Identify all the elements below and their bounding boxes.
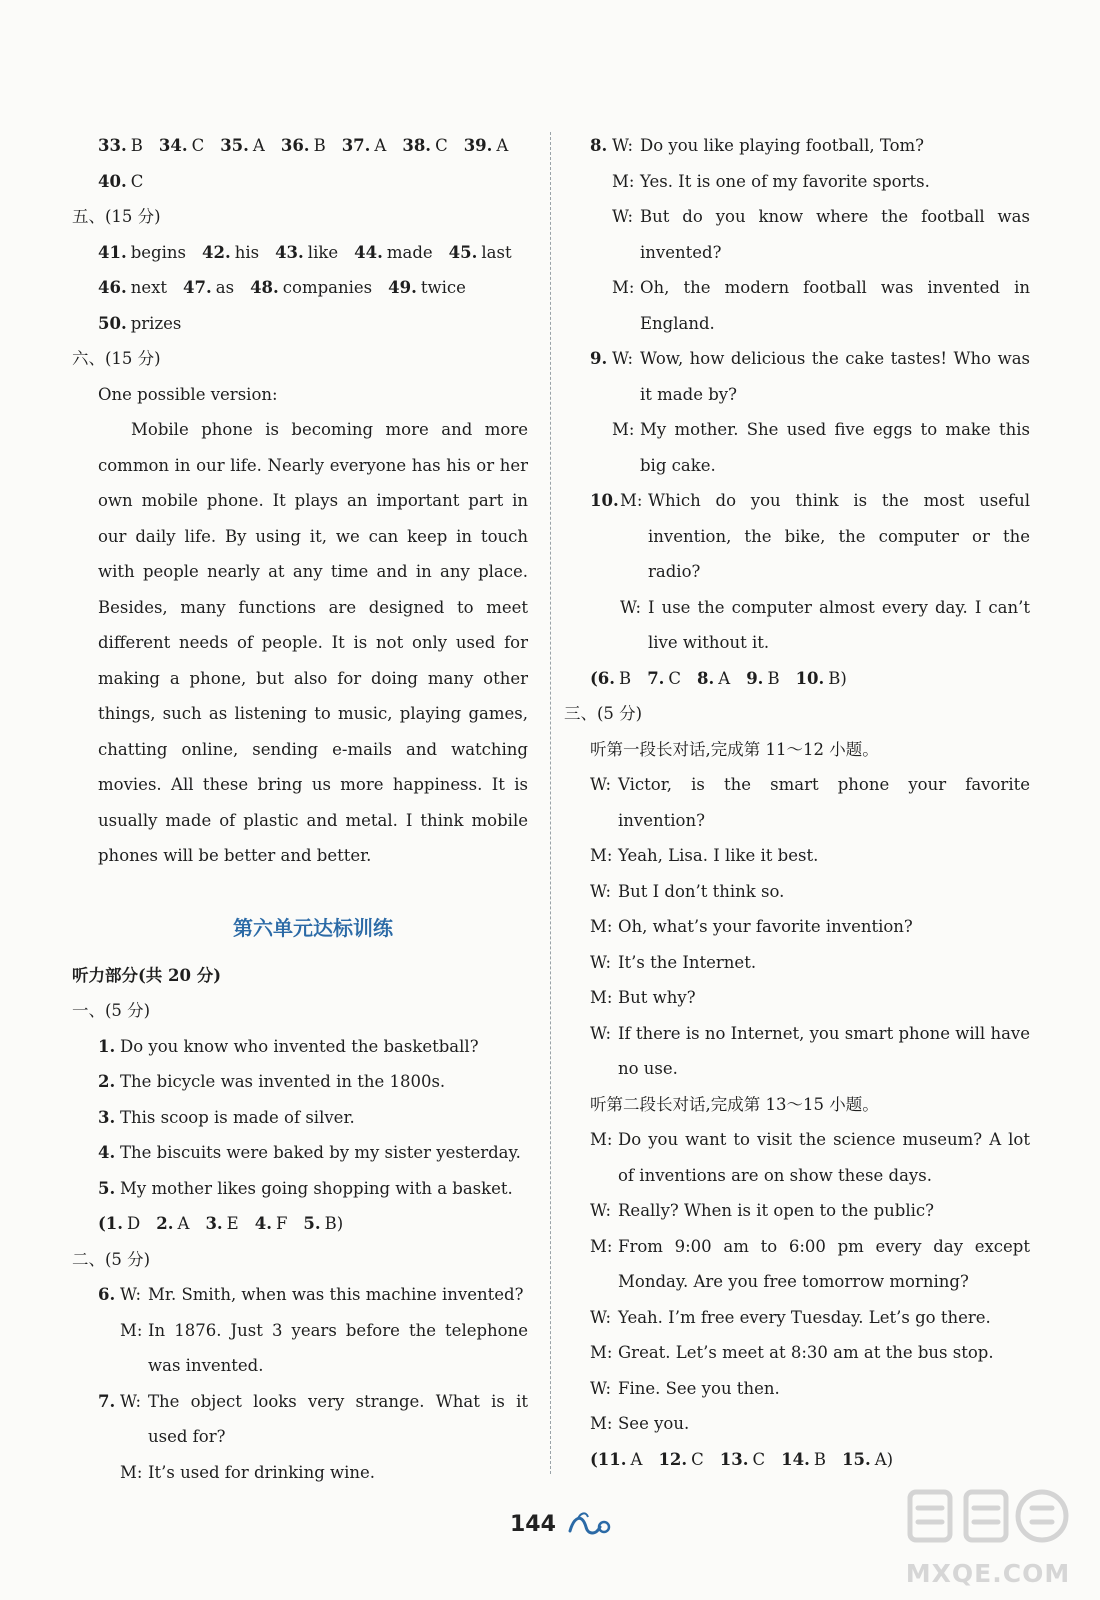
answer-item: [98, 278, 167, 297]
dialogue-text: If there is no Internet, you smart phone will have no use.: [618, 1023, 1030, 1078]
answer-number: 14.: [781, 1449, 810, 1469]
answer-number: 12.: [658, 1449, 688, 1469]
question-number: 6.: [98, 1285, 116, 1304]
dialogue-line: [98, 1277, 528, 1313]
dialogue-line: [590, 483, 1030, 590]
answer-number: 2.: [156, 1214, 174, 1233]
dialogue-text: Do you like playing football, Tom?: [640, 136, 925, 155]
column-divider: [550, 132, 551, 1474]
answer-value: A: [177, 1214, 190, 1233]
dialogue-text: It’s used for drinking wine.: [148, 1462, 376, 1482]
answer-item: [449, 243, 512, 262]
answer-item: [98, 314, 181, 333]
answer-row: [98, 306, 528, 342]
watermark-logo: [900, 1478, 1076, 1588]
dialogue-line: [98, 1313, 528, 1384]
answer-item: [464, 136, 509, 155]
listening-sentence: [98, 1171, 528, 1207]
answer-item: [156, 1214, 189, 1233]
answer-item: [647, 669, 681, 688]
dialogue-text: But why?: [618, 988, 696, 1007]
sentence-number: 5.: [98, 1178, 116, 1198]
speaker-label: M:: [590, 1130, 613, 1149]
answer-item: [98, 136, 143, 155]
answer-number: 40.: [98, 171, 127, 191]
answer-value: A: [718, 668, 731, 688]
dialogue-text: The object looks very strange. What is it used for?: [148, 1391, 528, 1446]
dialogue-line: [590, 1406, 1030, 1442]
answer-value: begins: [130, 242, 186, 262]
listening-part-heading: 听力部分(共 20 分): [72, 965, 222, 985]
answer-value: C: [691, 1449, 704, 1469]
answer-item: [658, 1450, 703, 1469]
answer-value: as: [215, 278, 235, 297]
speaker-label: W:: [590, 1307, 612, 1327]
speaker-label: M:: [590, 1414, 613, 1433]
answer-item: [183, 278, 234, 297]
answer-item: [220, 136, 265, 155]
dialogue-text: Yeah, Lisa. I like it best.: [618, 846, 819, 865]
answer-item: [842, 1450, 893, 1469]
conversation-2-intro: 听第二段长对话,完成第 13～15 小题。: [590, 1094, 879, 1114]
dialogue-line: [98, 1384, 528, 1455]
answer-number: 10.: [795, 668, 825, 688]
dialogue-line: [590, 341, 1030, 412]
question-10: [590, 483, 1030, 661]
answer-item: [720, 1450, 765, 1469]
answer-row: [98, 1206, 528, 1242]
answer-number: 49.: [388, 278, 417, 297]
answer-number: 5.: [303, 1214, 321, 1233]
speaker-label: M:: [590, 846, 613, 865]
answer-row: [590, 661, 1030, 697]
answer-number: 44.: [354, 242, 383, 262]
answer-value: C: [668, 668, 682, 688]
answer-value: F: [275, 1214, 288, 1233]
answer-item: [354, 243, 433, 262]
answer-item: [281, 136, 326, 155]
dialogue-line: [590, 1371, 1030, 1407]
answer-value: B: [619, 668, 632, 688]
answer-value: A): [874, 1449, 894, 1469]
answer-item: [342, 136, 387, 155]
speaker-label: W:: [612, 349, 634, 368]
speaker-label: W:: [590, 881, 612, 901]
answer-value: A: [374, 136, 387, 155]
answer-number: (1.: [98, 1214, 124, 1233]
conversation-2: [590, 1122, 1030, 1442]
answer-value: companies: [282, 278, 373, 297]
dialogue-text: Yeah. I’m free every Tuesday. Let’s go there.: [618, 1307, 991, 1327]
answer-number: (6.: [590, 668, 616, 688]
answer-item: [590, 1450, 642, 1469]
speaker-label: W:: [612, 136, 634, 155]
dialogue-text: Mr. Smith, when was this machine invented?: [148, 1285, 524, 1304]
answer-number: (11.: [590, 1449, 627, 1469]
sentence-number: 1.: [98, 1036, 116, 1056]
section-heading-3: 三、(5 分): [564, 704, 643, 723]
sample-essay: Mobile phone is becoming more and more common in our life. Nearly everyone has his or her own mobile phone. It plays an important part in our daily life. By using it, we can keep in touch with people nearly at any time and in any place. Besides, many functions are designed to meet different needs of people. It is not only used for making a phone, but also for doing many other things, such as listening to music, playing games, chatting online, sending e-mails and watching movies. All these bring us more happiness. It is usually made of plastic and metal. I think mobile phones will be better and better.: [98, 420, 528, 865]
speaker-label: W:: [590, 775, 612, 794]
watermark-text: MXQE.COM: [905, 1559, 1071, 1588]
answer-value: A: [630, 1449, 643, 1469]
answer-value: A: [252, 136, 265, 155]
speaker-label: M:: [612, 171, 635, 191]
speaker-label: W:: [590, 952, 612, 972]
dialogue-text: In 1876. Just 3 years before the telephone was invented.: [148, 1320, 528, 1375]
answer-number: 3.: [205, 1214, 223, 1233]
dialogue-text: Oh, what’s your favorite invention?: [618, 917, 913, 936]
dialogue-text: See you.: [618, 1414, 690, 1433]
answer-item: [303, 1214, 343, 1233]
dialogue-line: [590, 199, 1030, 270]
answer-row: [98, 270, 528, 306]
conversation-1-intro: 听第一段长对话,完成第 11～12 小题。: [590, 739, 879, 759]
dialogue-line: [590, 164, 1030, 200]
conversation-1: [590, 767, 1030, 1087]
answer-item: [250, 278, 372, 297]
answer-item: [98, 1214, 140, 1233]
swirl-ornament-icon: [566, 1509, 612, 1539]
speaker-label: M:: [620, 491, 643, 510]
answer-number: 15.: [841, 1449, 871, 1469]
answer-item: [697, 669, 730, 688]
question-number: 8.: [590, 136, 608, 155]
answer-value: C: [191, 136, 205, 155]
listening-sentence: [98, 1064, 528, 1100]
listening-sentence: [98, 1100, 528, 1136]
unit-title: 第六单元达标训练: [233, 915, 393, 940]
speaker-label: M:: [590, 1343, 613, 1362]
answer-value: B: [130, 136, 143, 155]
answer-value: C: [752, 1449, 766, 1469]
dialogue-line: [590, 1229, 1030, 1300]
listening-sentence: [98, 1135, 528, 1171]
answer-number: 33.: [98, 136, 127, 155]
dialogue-line: [590, 128, 1030, 164]
sentence-text: The biscuits were baked by my sister yesterday.: [120, 1143, 521, 1162]
speaker-label: M:: [590, 917, 613, 936]
answer-row: [98, 235, 528, 271]
essay-intro: One possible version:: [98, 384, 278, 404]
sentence-text: Do you know who invented the basketball?: [120, 1036, 479, 1056]
sentence-number: 3.: [98, 1107, 116, 1127]
speaker-label: W:: [590, 1378, 612, 1398]
answer-item: [402, 136, 447, 155]
dialogue-line: [590, 1016, 1030, 1087]
answer-number: 36.: [280, 136, 310, 155]
answer-value: twice: [420, 278, 466, 297]
dialogue-text: Really? When is it open to the public?: [618, 1201, 934, 1220]
question-number: 7.: [98, 1391, 116, 1411]
answer-value: C: [435, 136, 448, 155]
answer-number: 46.: [98, 278, 127, 297]
answer-value: A: [496, 136, 509, 155]
dialogue-line: [590, 838, 1030, 874]
speaker-label: M:: [612, 278, 635, 297]
answer-number: 43.: [275, 242, 304, 262]
sentence-text: This scoop is made of silver.: [120, 1107, 355, 1127]
dialogue-text: Victor, is the smart phone your favorite invention?: [618, 775, 1030, 830]
section-heading-5: 五、(15 分): [72, 207, 161, 226]
section-heading-1: 一、(5 分): [72, 1001, 151, 1020]
dialogue-line: [590, 767, 1030, 838]
answer-row: [98, 128, 528, 164]
dialogue-text: Which do you think is the most useful invention, the bike, the computer or the radio?: [648, 491, 1030, 581]
section-heading-6: 六、(15 分): [72, 349, 161, 368]
question-number: 9.: [590, 349, 608, 368]
answer-row: [590, 1442, 1030, 1478]
dialogue-text: But I don’t think so.: [618, 881, 785, 901]
page-number: 144: [510, 1512, 556, 1537]
answer-item: [275, 243, 338, 262]
answer-value: B): [324, 1214, 344, 1233]
answer-item: [746, 669, 779, 688]
answer-value: E: [226, 1214, 239, 1233]
dialogue-text: Yes. It is one of my favorite sports.: [640, 171, 930, 191]
sentence-number: 2.: [98, 1072, 116, 1091]
dialogue-line: [590, 1122, 1030, 1193]
answer-item: [98, 243, 186, 262]
answer-item: [255, 1214, 288, 1233]
speaker-label: W:: [120, 1391, 142, 1411]
dialogue-text: It’s the Internet.: [618, 952, 757, 972]
answer-value: C: [130, 171, 144, 191]
answer-value: last: [481, 242, 512, 262]
dialogue-line: [590, 270, 1030, 341]
answer-value: like: [307, 242, 339, 262]
answer-row: [98, 164, 528, 200]
question-8: [590, 128, 1030, 341]
speaker-label: W:: [590, 1023, 612, 1043]
answer-number: 35.: [220, 136, 249, 155]
dialogue-line: [590, 980, 1030, 1016]
answer-number: 4.: [254, 1214, 272, 1233]
speaker-label: M:: [120, 1462, 143, 1482]
dialogue-text: Great. Let’s meet at 8:30 am at the bus stop.: [618, 1343, 994, 1362]
answer-number: 39.: [463, 136, 493, 155]
sentence-text: The bicycle was invented in the 1800s.: [120, 1072, 446, 1091]
answer-item: [796, 669, 847, 688]
speaker-label: M:: [590, 988, 613, 1007]
speaker-label: W:: [590, 1201, 612, 1220]
speaker-label: M:: [590, 1236, 613, 1256]
answer-item: [98, 172, 143, 191]
dialogue-line: [98, 1455, 528, 1491]
answer-item: [159, 136, 204, 155]
listening-sentences: [98, 1029, 528, 1207]
dialogue-line: [590, 590, 1030, 661]
answer-number: 37.: [341, 136, 371, 155]
dialogue-text: But do you know where the football was invented?: [640, 207, 1030, 262]
speaker-label: M:: [120, 1320, 143, 1340]
listening-sentence: [98, 1029, 528, 1065]
answer-number: 42.: [201, 242, 231, 262]
answer-value: made: [386, 242, 433, 262]
left-column: [72, 128, 528, 1490]
speaker-label: W:: [620, 597, 642, 617]
dialogue-text: I use the computer almost every day. I can’t live without it.: [648, 597, 1030, 652]
section-heading-2: 二、(5 分): [72, 1249, 151, 1269]
answer-value: B): [828, 668, 847, 688]
sentence-text: My mother likes going shopping with a basket.: [120, 1178, 513, 1198]
question-9: [590, 341, 1030, 483]
dialogue-text: Oh, the modern football was invented in England.: [640, 278, 1030, 333]
answer-item: [202, 243, 259, 262]
dialogue-line: [590, 909, 1030, 945]
answer-number: 7.: [647, 668, 665, 688]
dialogue-line: [590, 1335, 1030, 1371]
dialogue-line: [590, 874, 1030, 910]
speaker-label: M:: [612, 420, 635, 439]
right-column: [564, 128, 1030, 1477]
answer-item: [205, 1214, 238, 1233]
speaker-label: W:: [120, 1285, 142, 1304]
dialogue-text: Wow, how delicious the cake tastes! Who was it made by?: [640, 349, 1030, 404]
dialogue-text: From 9:00 am to 6:00 pm every day except Monday. Are you free tomorrow morning?: [618, 1236, 1030, 1291]
answer-number: 38.: [402, 136, 432, 155]
answer-number: 9.: [746, 668, 764, 688]
question-number: 10.: [590, 491, 619, 510]
answer-item: [590, 669, 631, 688]
answer-number: 13.: [719, 1449, 749, 1469]
dialogue-line: [590, 412, 1030, 483]
answer-value: B: [813, 1449, 826, 1469]
dialogue-text: Do you want to visit the science museum? A lot of inventions are on show these days.: [618, 1130, 1030, 1185]
answer-number: 8.: [697, 668, 715, 688]
watermark-glyphs-icon: [900, 1482, 1076, 1550]
answer-value: B: [767, 668, 780, 688]
answer-number: 48.: [250, 278, 279, 297]
sentence-number: 4.: [98, 1143, 116, 1162]
dialogue-text: My mother. She used five eggs to make this big cake.: [640, 420, 1030, 475]
answer-number: 50.: [98, 313, 127, 333]
answer-value: D: [127, 1214, 141, 1233]
dialogue-line: [590, 1300, 1030, 1336]
answer-number: 47.: [183, 278, 212, 297]
answer-value: next: [130, 278, 168, 297]
dialogue-line: [590, 945, 1030, 981]
answer-item: [781, 1450, 826, 1469]
dialogue-text: Fine. See you then.: [618, 1378, 780, 1398]
answer-number: 34.: [158, 136, 188, 155]
answer-value: prizes: [130, 313, 182, 333]
answer-number: 45.: [448, 242, 478, 262]
answer-value: his: [234, 242, 260, 262]
answer-value: B: [313, 136, 326, 155]
dialogue-line: [590, 1193, 1030, 1229]
answer-item: [388, 278, 466, 297]
answer-number: 41.: [98, 242, 127, 262]
speaker-label: W:: [612, 207, 634, 226]
